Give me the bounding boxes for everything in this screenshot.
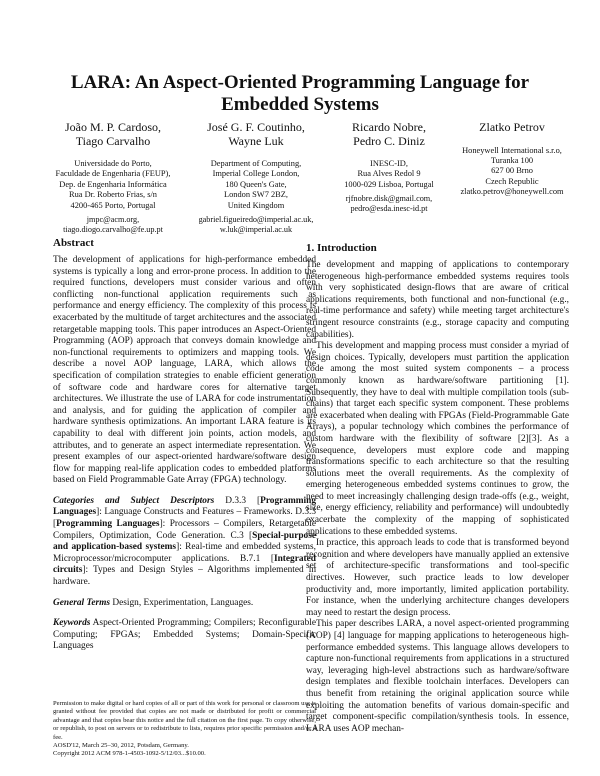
- affiliation-line: United Kingdom: [227, 200, 285, 210]
- permission-notice: [53, 700, 316, 759]
- categories-label: Categories and Subject Descriptors: [53, 495, 215, 506]
- affiliation-line: London SW7 2BZ,: [224, 190, 288, 200]
- intro-paragraph: This development and mapping process must consider a myriad of design choices. Typically, developers must partition the application code among the most suited system components – a process commonly known as hardware/software partitioning [1]. Subsequently, they have to deal with multiple compilation tools (sub-chains) that target each specific system component. These problems are exacerbated when dealing with FPGAs (Field-Programmable Gate Arrays), a popular technology which combines the performance of custom hardware with the flexibility of software [2][3]. As a consequence, developers must explore code and mapping transformations specific to each architecture so that the resulting solutions meet the overall requirements. As the complexity of emerging heterogeneous embedded systems continues to grow, the need to meet increasingly challenging design trade-offs (e.g., weight, size, energy efficiency, reliability and performance) will undoubtedly exacerbate the complexity of the mapping of sophisticated applications to these embedded systems.: [306, 341, 569, 537]
- abstract-text: The development of applications for high-performance embedded systems is typically a long and error-prone process. In addition to the required functions, developers must consider various and often conflicting non-functional application requirements such as performance and energy efficiency. The complexity of this process is exacerbated by the multitude of target architectures and the associated retargetable mapping tools. This paper introduces an Aspect-Oriented Programming (AOP) approach that conveys domain knowledge and non-functional requirements to optimizers and mapping tools. We describe a novel AOP language, LARA, which allows the specification of compilation strategies to enable efficient generation of software code and hardware cores for alternative target architectures. We illustrate the use of LARA for code instrumentation and analysis, and for guiding the application of compiler and hardware synthesis optimizations. An important LARA feature is its capability to deal with different join points, action models, and attributes, and to generate an aspect intermediate representation. We present examples of our aspect-oriented hardware/software design flow for mapping real-life application codes to embedded platforms based on Field Programmable Gate Array (FPGA) technology.: [53, 255, 316, 486]
- author-emails: [189, 215, 323, 235]
- intro-paragraph: In practice, this approach leads to code that is transformed beyond recognition and where developers have manually applied an extensive set of architecture-specific transformations and tool-specific directives. However, such practice leads to low developer productivity and, more importantly, limited application portability. For instance, when the underlying architecture changes developers may need to restart the design process.: [306, 538, 569, 618]
- author-block: [330, 121, 448, 214]
- author-names: [330, 121, 448, 148]
- author-names: [453, 121, 571, 135]
- author-name: Wayne Luk: [228, 133, 284, 148]
- abstract-heading: Abstract: [53, 237, 94, 249]
- author-name: José G. F. Coutinho,: [207, 120, 305, 134]
- author-name: Zlatko Petrov: [479, 120, 545, 134]
- title-line: LARA: An Aspect-Oriented Programming Language for: [70, 72, 530, 93]
- keywords-text: Aspect-Oriented Programming; Compilers; Reconfigurable Computing; FPGAs; Embedded Systems; Domain-Specific Languages: [53, 618, 316, 652]
- author-affiliation: [330, 159, 448, 190]
- permission-text: Permission to make digital or hard copies of all or part of this work for personal or classroom use is granted without fee provided that copies are not made or distributed for profit or commercial advantage and that copies bear this notice and the full citation on the first page. To copy otherwise, or republish, to post on servers or to redistribute to lists, requires prior specific permission and/or a fee.: [53, 700, 316, 741]
- author-affiliation: [53, 159, 173, 211]
- left-column: [53, 236, 316, 653]
- author-names: [189, 121, 323, 148]
- paper-title: [40, 72, 560, 116]
- author-name: João M. P. Cardoso,: [64, 120, 161, 134]
- affiliation-line: Honeywell International s.r.o,: [462, 145, 562, 155]
- author-block: [189, 121, 323, 235]
- affiliation-line: Czech Republic: [485, 176, 539, 186]
- intro-paragraph: This paper describes LARA, a novel aspect-oriented programming (AOP) [4] language for mapping applications to heterogeneous high-performance embedded systems. This language allows developers to capture non-functional requirements from applications in a structured way, leveraging high-level abstractions such as hardware/software design templates and flexible toolchain interfaces. Developers can thus benefit from retaining the original application source while exploiting the automation benefits of various domain-specific and target component-specific compilation/synthesis tools. In essence, LARA uses AOP mechan-: [306, 619, 569, 734]
- keywords-label: Keywords: [53, 618, 91, 629]
- author-name: Tiago Carvalho: [75, 133, 151, 148]
- categories-text: ]: Processors – Compilers, Retargetable Compilers, Optimization, Code Generation. C.3 [: [53, 519, 317, 541]
- affiliation-line: 1000-029 Lisboa, Portugal: [344, 179, 434, 189]
- author-email: gabriel.figueiredo@imperial.ac.uk,: [198, 215, 314, 225]
- affiliation-line: Universidade do Porto,: [74, 159, 152, 168]
- category-name: Programming Languages: [56, 519, 160, 530]
- author-email: w.luk@imperial.ac.uk: [219, 225, 293, 235]
- author-affiliation: [189, 159, 323, 211]
- intro-paragraph: The development and mapping of applications to contemporary heterogeneous high-performance embedded systems requires tools with very sophisticated design-flows that are aware of critical applications requirements, both functional and non-functional (e.g., real-time performance and safety) while meeting target architecture's stringent resource constraints (e.g., storage capacity and computing capabilities).: [306, 260, 569, 340]
- affiliation-line: 627 00 Brno: [491, 166, 533, 176]
- author-email: pedro@esda.inesc-id.pt: [350, 204, 428, 214]
- keywords-paragraph: [53, 618, 316, 653]
- introduction-heading: 1. Introduction: [306, 242, 377, 254]
- author-block: [453, 121, 571, 198]
- general-terms-paragraph: [53, 598, 316, 610]
- affiliation-line: INESC-ID,: [370, 159, 408, 168]
- author-names: [53, 121, 173, 148]
- right-column: [306, 236, 569, 735]
- category-name: Special-purpose and application-based systems: [53, 530, 316, 553]
- affiliation-line: Turanka 100: [490, 155, 534, 165]
- affiliation-line: 4200-465 Porto, Portugal: [70, 200, 156, 210]
- general-terms-text: Design, Experimentation, Languages.: [110, 597, 254, 608]
- author-email: zlatko.petrov@honeywell.com: [460, 187, 564, 197]
- affiliation-line: Rua Alves Redol 9: [357, 169, 421, 179]
- categories-text: D.3.3 [: [214, 495, 261, 506]
- author-block: [53, 121, 173, 235]
- author-emails: [53, 215, 173, 235]
- category-name: Programming Languages: [53, 495, 317, 518]
- author-email: tiago.diogo.carvalho@fe.up.pt: [63, 225, 163, 235]
- author-affiliation: [453, 146, 571, 198]
- general-terms-label: General Terms: [53, 597, 111, 608]
- author-name: Ricardo Nobre,: [352, 120, 426, 134]
- conference-info: AOSD'12, March 25–30, 2012, Potsdam, Germany.: [53, 742, 189, 750]
- author-email: jmpc@acm.org,: [86, 215, 140, 225]
- affiliation-line: Faculdade de Engenharia (FEUP),: [55, 169, 171, 179]
- affiliation-line: Imperial College London,: [212, 169, 300, 179]
- title-line: Embedded Systems: [221, 94, 379, 115]
- categories-text: ]: Types and Design Styles – Algorithms implemented in hardware.: [53, 565, 316, 588]
- affiliation-line: Dep. de Engenharia Informática: [59, 179, 167, 189]
- categories-text: ]: Language Constructs and Features – Frameworks. D.3.3 [: [53, 507, 316, 530]
- author-emails: [330, 194, 448, 214]
- affiliation-line: Rua Dr. Roberto Frias, s/n: [69, 190, 157, 200]
- copyright-info: Copyright 2012 ACM 978-1-4503-1092-5/12/03...$10.00.: [53, 750, 206, 758]
- author-email: rjfnobre.disk@gmail.com,: [345, 194, 433, 204]
- affiliation-line: Department of Computing,: [210, 159, 302, 168]
- categories-text: ]: Real-time and embedded systems, Microprocessor/microcomputer applications. B.7.1 [: [53, 542, 316, 564]
- affiliation-line: 180 Queen's Gate,: [225, 179, 287, 189]
- categories-paragraph: [53, 496, 316, 589]
- category-name: Integrated circuits: [53, 553, 316, 576]
- author-name: Pedro C. Diniz: [353, 133, 425, 148]
